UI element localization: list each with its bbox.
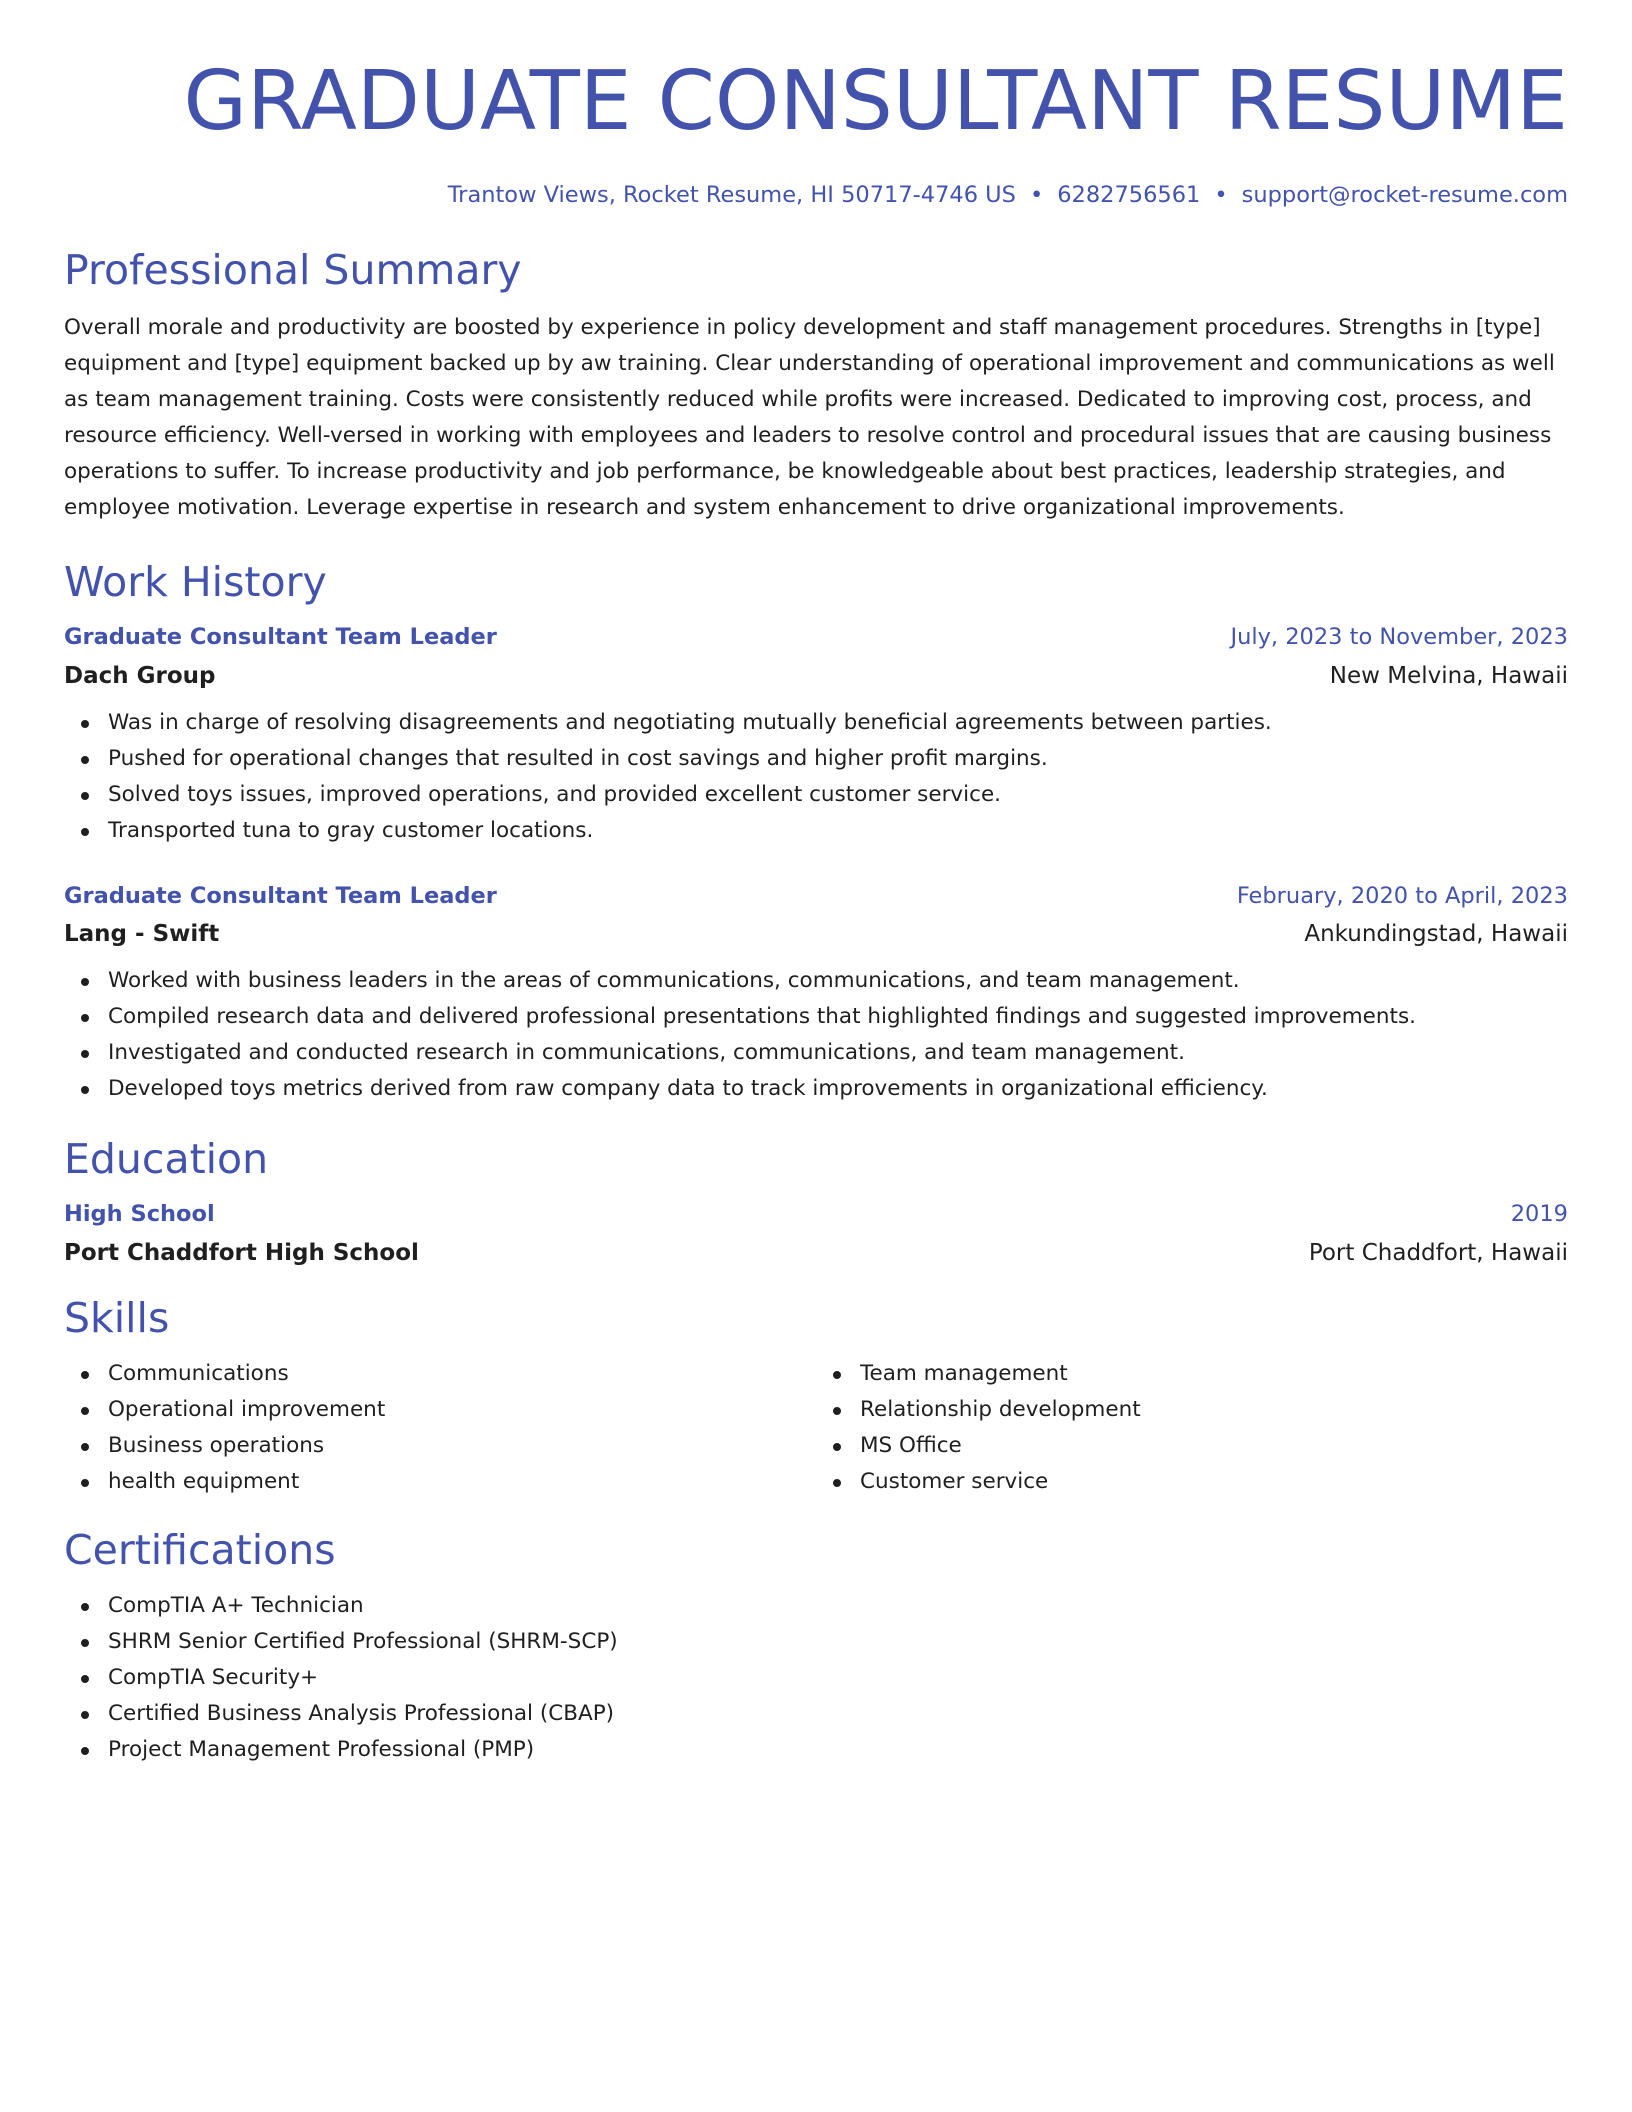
certifications-list (64, 1588, 1568, 1768)
list-item: Worked with business leaders in the areas of communications, communications, and team management. (108, 963, 1568, 999)
section-heading: Work History (64, 558, 327, 606)
certification-item: CompTIA A+ Technician (108, 1588, 1568, 1624)
education-section (64, 1133, 1568, 1268)
job-header-row (64, 622, 1568, 652)
separator-dot: • (1214, 182, 1228, 208)
company-name: Dach Group (64, 663, 216, 689)
skill-item: Customer service (860, 1464, 1568, 1500)
job-dates: July, 2023 to November, 2023 (1230, 624, 1568, 650)
skill-item: Team management (860, 1356, 1568, 1392)
job-dates: February, 2020 to April, 2023 (1236, 883, 1568, 909)
job-entry (64, 622, 1568, 849)
skill-item: Relationship development (860, 1392, 1568, 1428)
job-company-row (64, 919, 1568, 949)
list-item: Transported tuna to gray customer locations. (108, 813, 1568, 849)
skills-column-left (64, 1356, 816, 1500)
skill-item: Communications (108, 1356, 816, 1392)
skills-column-right (816, 1356, 1568, 1500)
job-bullets (64, 705, 1568, 849)
certification-item: CompTIA Security+ (108, 1660, 1568, 1696)
list-item: Pushed for operational changes that resulted in cost savings and higher profit margins. (108, 741, 1568, 777)
list-item: Developed toys metrics derived from raw company data to track improvements in organizational efficiency. (108, 1071, 1568, 1107)
resume-title: GRADUATE CONSULTANT RESUME (183, 54, 1568, 149)
job-location: Ankundingstad, Hawaii (1304, 921, 1568, 947)
job-title: Graduate Consultant Team Leader (64, 883, 497, 909)
summary-section (64, 244, 1568, 526)
school-name: Port Chaddfort High School (64, 1240, 419, 1266)
contact-line (64, 180, 1568, 210)
section-heading: Professional Summary (64, 246, 522, 294)
certification-item: SHRM Senior Certified Professional (SHRM-SCP) (108, 1624, 1568, 1660)
section-heading: Certifications (64, 1526, 336, 1574)
graduation-year: 2019 (1510, 1201, 1568, 1227)
education-header-row (64, 1199, 1568, 1229)
skill-item: Operational improvement (108, 1392, 816, 1428)
school-location: Port Chaddfort, Hawaii (1308, 1240, 1568, 1266)
skill-item: MS Office (860, 1428, 1568, 1464)
job-location: New Melvina, Hawaii (1329, 663, 1568, 689)
skills-grid (64, 1356, 1568, 1500)
job-entry (64, 881, 1568, 1107)
separator-dot: • (1029, 182, 1044, 208)
job-title: Graduate Consultant Team Leader (64, 624, 497, 650)
address-text: Trantow Views, Rocket Resume, HI 50717-4746 US (447, 182, 1016, 208)
resume-header (64, 0, 1568, 210)
resume-page (64, 0, 1568, 1768)
phone-text: 6282756561 (1057, 182, 1201, 208)
list-item: Was in charge of resolving disagreements and negotiating mutually beneficial agreements between parties. (108, 705, 1568, 741)
degree-name: High School (64, 1201, 215, 1227)
list-item: Solved toys issues, improved operations, and provided excellent customer service. (108, 777, 1568, 813)
job-company-row (64, 661, 1568, 691)
section-heading: Education (64, 1135, 269, 1183)
summary-paragraph: Overall morale and productivity are boosted by experience in policy development and staff management procedures. Strengths in [type] equipment and [type] equipment backed up by aw training. Clear understanding of operational improvement and communications as well as team management training. Costs were consistently reduced while profits were increased. Dedicated to improving cost, process, and resource efficiency. Well-versed in working with employees and leaders to resolve control and procedural issues that are causing business operations to suffer. To increase productivity and job performance, be knowledgeable about best practices, leadership strategies, and employee motivation. Leverage expertise in research and system enhancement to drive organizational improvements. (64, 315, 1555, 520)
list-item: Compiled research data and delivered professional presentations that highlighted findings and suggested improvements. (108, 999, 1568, 1035)
job-bullets (64, 963, 1568, 1107)
section-heading: Skills (64, 1294, 170, 1342)
work-history-section (64, 556, 1568, 1107)
skill-item: Business operations (108, 1428, 816, 1464)
certification-item: Project Management Professional (PMP) (108, 1732, 1568, 1768)
job-header-row (64, 881, 1568, 911)
list-item: Investigated and conducted research in communications, communications, and team management. (108, 1035, 1568, 1071)
skills-section (64, 1292, 1568, 1500)
certification-item: Certified Business Analysis Professional (CBAP) (108, 1696, 1568, 1732)
email-link[interactable]: support@rocket-resume.com (1241, 182, 1568, 208)
certifications-section (64, 1524, 1568, 1768)
company-name: Lang - Swift (64, 921, 220, 947)
skill-item: health equipment (108, 1464, 816, 1500)
education-school-row (64, 1238, 1568, 1268)
